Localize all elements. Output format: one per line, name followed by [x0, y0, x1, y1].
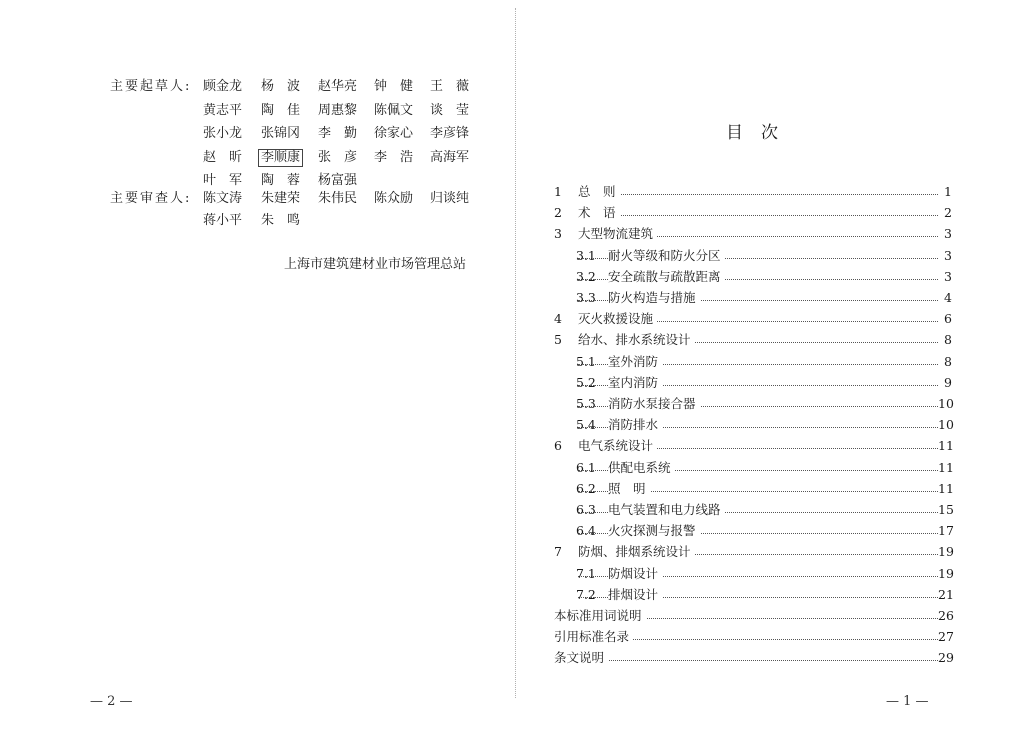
- toc-entry-page: 8: [938, 330, 952, 350]
- reviewer-name: 朱伟民: [318, 191, 358, 206]
- toc-entry[interactable]: [554, 309, 952, 329]
- toc-entry-title: 电气装置和电力线路: [608, 500, 725, 520]
- drafter-name: 钟 健: [374, 79, 414, 94]
- drafter-name: 王 薇: [430, 79, 470, 94]
- toc-entry-title: 排烟设计: [608, 585, 662, 605]
- toc-entry-number: 5.1: [576, 353, 596, 369]
- toc-leader-dots: [578, 215, 938, 216]
- toc-entry-title: 大型物流建筑: [578, 224, 657, 244]
- toc-entry[interactable]: [554, 542, 952, 562]
- drafter-name: 杨富强: [318, 173, 358, 188]
- drafter-name: 陈佩文: [374, 102, 414, 118]
- toc-entry-title: 给水、排水系统设计: [578, 330, 695, 350]
- toc-entry-title: 术 语: [578, 203, 620, 223]
- toc-entry[interactable]: [554, 330, 952, 350]
- toc-entry-page: 2: [938, 203, 952, 223]
- toc-entry-page: 1: [938, 182, 952, 202]
- toc-entry-page: 3: [938, 246, 952, 266]
- toc-entry-number: 6.3: [576, 502, 596, 517]
- toc-entry-number: 7.2: [576, 586, 596, 602]
- drafter-name: 张 彦: [318, 149, 358, 165]
- drafter-name: 叶 军: [203, 173, 243, 188]
- reviewer-name: 陈文涛: [203, 191, 243, 206]
- toc-entry[interactable]: [554, 500, 952, 520]
- toc-entry-number: 6.1: [576, 459, 596, 475]
- drafter-name: 顾金龙: [203, 79, 243, 94]
- toc-entry[interactable]: [554, 479, 952, 499]
- toc-entry[interactable]: [554, 288, 952, 308]
- organization-name: 上海市建筑建材业市场管理总站: [284, 257, 467, 272]
- toc-entry-number: 7.1: [576, 565, 596, 581]
- reviewer-name: 朱 鸣: [261, 213, 301, 228]
- toc-entry-page: 15: [938, 500, 952, 520]
- toc-entry-title: 室内消防: [608, 373, 662, 393]
- toc-entry[interactable]: [554, 224, 952, 244]
- toc-entry-page: 10: [938, 394, 952, 414]
- toc-entry[interactable]: [554, 203, 952, 223]
- reviewer-name: 陈众励: [374, 191, 414, 206]
- toc-entry-number: 6.4: [576, 523, 596, 539]
- toc-entry[interactable]: [554, 415, 952, 435]
- right-page: [512, 0, 1024, 740]
- toc-entry-number: 3.3: [576, 290, 596, 305]
- toc-entry-title: 供配电系统: [608, 458, 675, 478]
- toc-entry[interactable]: [554, 182, 952, 202]
- toc-entry-title: 室外消防: [608, 352, 662, 372]
- toc-entry-page: 11: [938, 458, 952, 478]
- toc-entry-page: 26: [938, 606, 952, 626]
- toc-entry[interactable]: [554, 394, 952, 414]
- toc-entry-page: 19: [938, 542, 952, 562]
- toc-entry-page: 19: [938, 564, 952, 584]
- toc-entry-number: 4: [554, 311, 562, 327]
- toc-entry-title: 本标准用词说明: [554, 606, 646, 626]
- toc-entry[interactable]: [554, 564, 952, 584]
- toc-leader-dots: [578, 194, 938, 195]
- drafter-name: 李彦锋: [430, 126, 470, 141]
- toc-entry-title: 电气系统设计: [578, 436, 657, 456]
- drafter-name: 李 勤: [318, 126, 358, 141]
- toc-entry[interactable]: [554, 246, 952, 266]
- toc-entry-number: 6: [554, 438, 562, 454]
- page-number-left: — 2 —: [90, 694, 133, 709]
- toc-entry[interactable]: [554, 585, 952, 605]
- toc-entry[interactable]: [554, 648, 952, 668]
- toc-entry-page: 29: [938, 648, 952, 668]
- reviewers-role-label: 主要审查人:: [110, 191, 192, 206]
- drafter-name: 徐家心: [374, 126, 414, 141]
- toc-entry-title: 条文说明: [554, 648, 608, 668]
- reviewer-name: 蒋小平: [203, 213, 243, 228]
- drafter-name: 李顺康: [258, 149, 303, 167]
- toc-entry-title: 安全疏散与疏散距离: [608, 267, 725, 287]
- toc-entry-title: 防火构造与措施: [608, 288, 700, 308]
- toc-entry-title: 照 明: [608, 479, 650, 499]
- toc-entry-page: 27: [938, 627, 952, 647]
- toc-entry-page: 11: [938, 436, 952, 456]
- reviewer-name: 归谈纯: [430, 191, 470, 206]
- toc-entry-number: 3.2: [576, 268, 596, 284]
- toc-entry-page: 3: [938, 267, 952, 287]
- toc-entry[interactable]: [554, 352, 952, 372]
- toc-entry-title: 总 则: [578, 182, 620, 202]
- drafter-name: 陶 佳: [261, 102, 301, 118]
- toc-entry-number: 2: [554, 205, 562, 221]
- toc-entry-title: 火灾探测与报警: [608, 521, 700, 541]
- toc-entry-page: 17: [938, 521, 952, 541]
- toc-entry[interactable]: [554, 458, 952, 478]
- toc-entry[interactable]: [554, 373, 952, 393]
- reviewer-name: 朱建荣: [261, 191, 301, 206]
- toc-entry-page: 11: [938, 479, 952, 499]
- toc-entry[interactable]: [554, 436, 952, 456]
- toc-entry-page: 9: [938, 373, 952, 393]
- toc-entry-title: 消防水泵接合器: [608, 394, 700, 414]
- toc-entry-number: 5: [554, 332, 562, 348]
- toc-entry-number: 5.3: [576, 396, 596, 411]
- page-number-right: — 1 —: [886, 694, 929, 709]
- toc-entry-title: 引用标准名录: [554, 627, 633, 647]
- toc-entry-title: 消防排水: [608, 415, 662, 435]
- toc-entry[interactable]: [554, 627, 952, 647]
- drafters-role-label: 主要起草人:: [110, 79, 192, 94]
- toc-entry-title: 灭火救援设施: [578, 309, 657, 329]
- toc-entry-title: 防烟设计: [608, 564, 662, 584]
- toc-entry-page: 4: [938, 288, 952, 308]
- toc-entry-page: 3: [938, 224, 952, 244]
- toc-entry-number: 1: [554, 184, 562, 199]
- drafter-name: 李 浩: [374, 149, 414, 165]
- drafter-name: 赵华亮: [318, 79, 358, 94]
- toc-entry-title: 耐火等级和防火分区: [608, 246, 725, 266]
- drafter-name: 赵 昕: [203, 149, 243, 165]
- drafter-name: 张锦冈: [261, 126, 301, 141]
- toc-entry-number: 5.4: [576, 417, 596, 433]
- toc-title: 目次: [726, 123, 796, 143]
- drafter-name: 黄志平: [203, 102, 243, 118]
- drafter-name: 谈 莹: [430, 102, 470, 118]
- toc-entry[interactable]: [554, 606, 952, 626]
- toc-entry-number: 3.1: [576, 247, 596, 263]
- toc-entry[interactable]: [554, 521, 952, 541]
- drafter-name: 高海军: [430, 149, 470, 165]
- toc-entry[interactable]: [554, 267, 952, 287]
- toc-entry-number: 3: [554, 226, 562, 242]
- toc-entry-number: 7: [554, 544, 562, 560]
- toc-entry-page: 6: [938, 309, 952, 329]
- toc-entry-number: 6.2: [576, 480, 596, 496]
- toc-leader-dots: [578, 660, 938, 661]
- toc-entry-title: 防烟、排烟系统设计: [578, 542, 695, 562]
- toc-entry-page: 21: [938, 585, 952, 605]
- drafter-name: 周惠黎: [318, 102, 358, 118]
- drafter-name: 张小龙: [203, 126, 243, 141]
- drafter-name: 陶 蓉: [261, 173, 301, 188]
- drafter-name: 杨 波: [261, 79, 301, 94]
- toc-entry-page: 10: [938, 415, 952, 435]
- toc-entry-page: 8: [938, 352, 952, 372]
- toc-entry-number: 5.2: [576, 374, 596, 390]
